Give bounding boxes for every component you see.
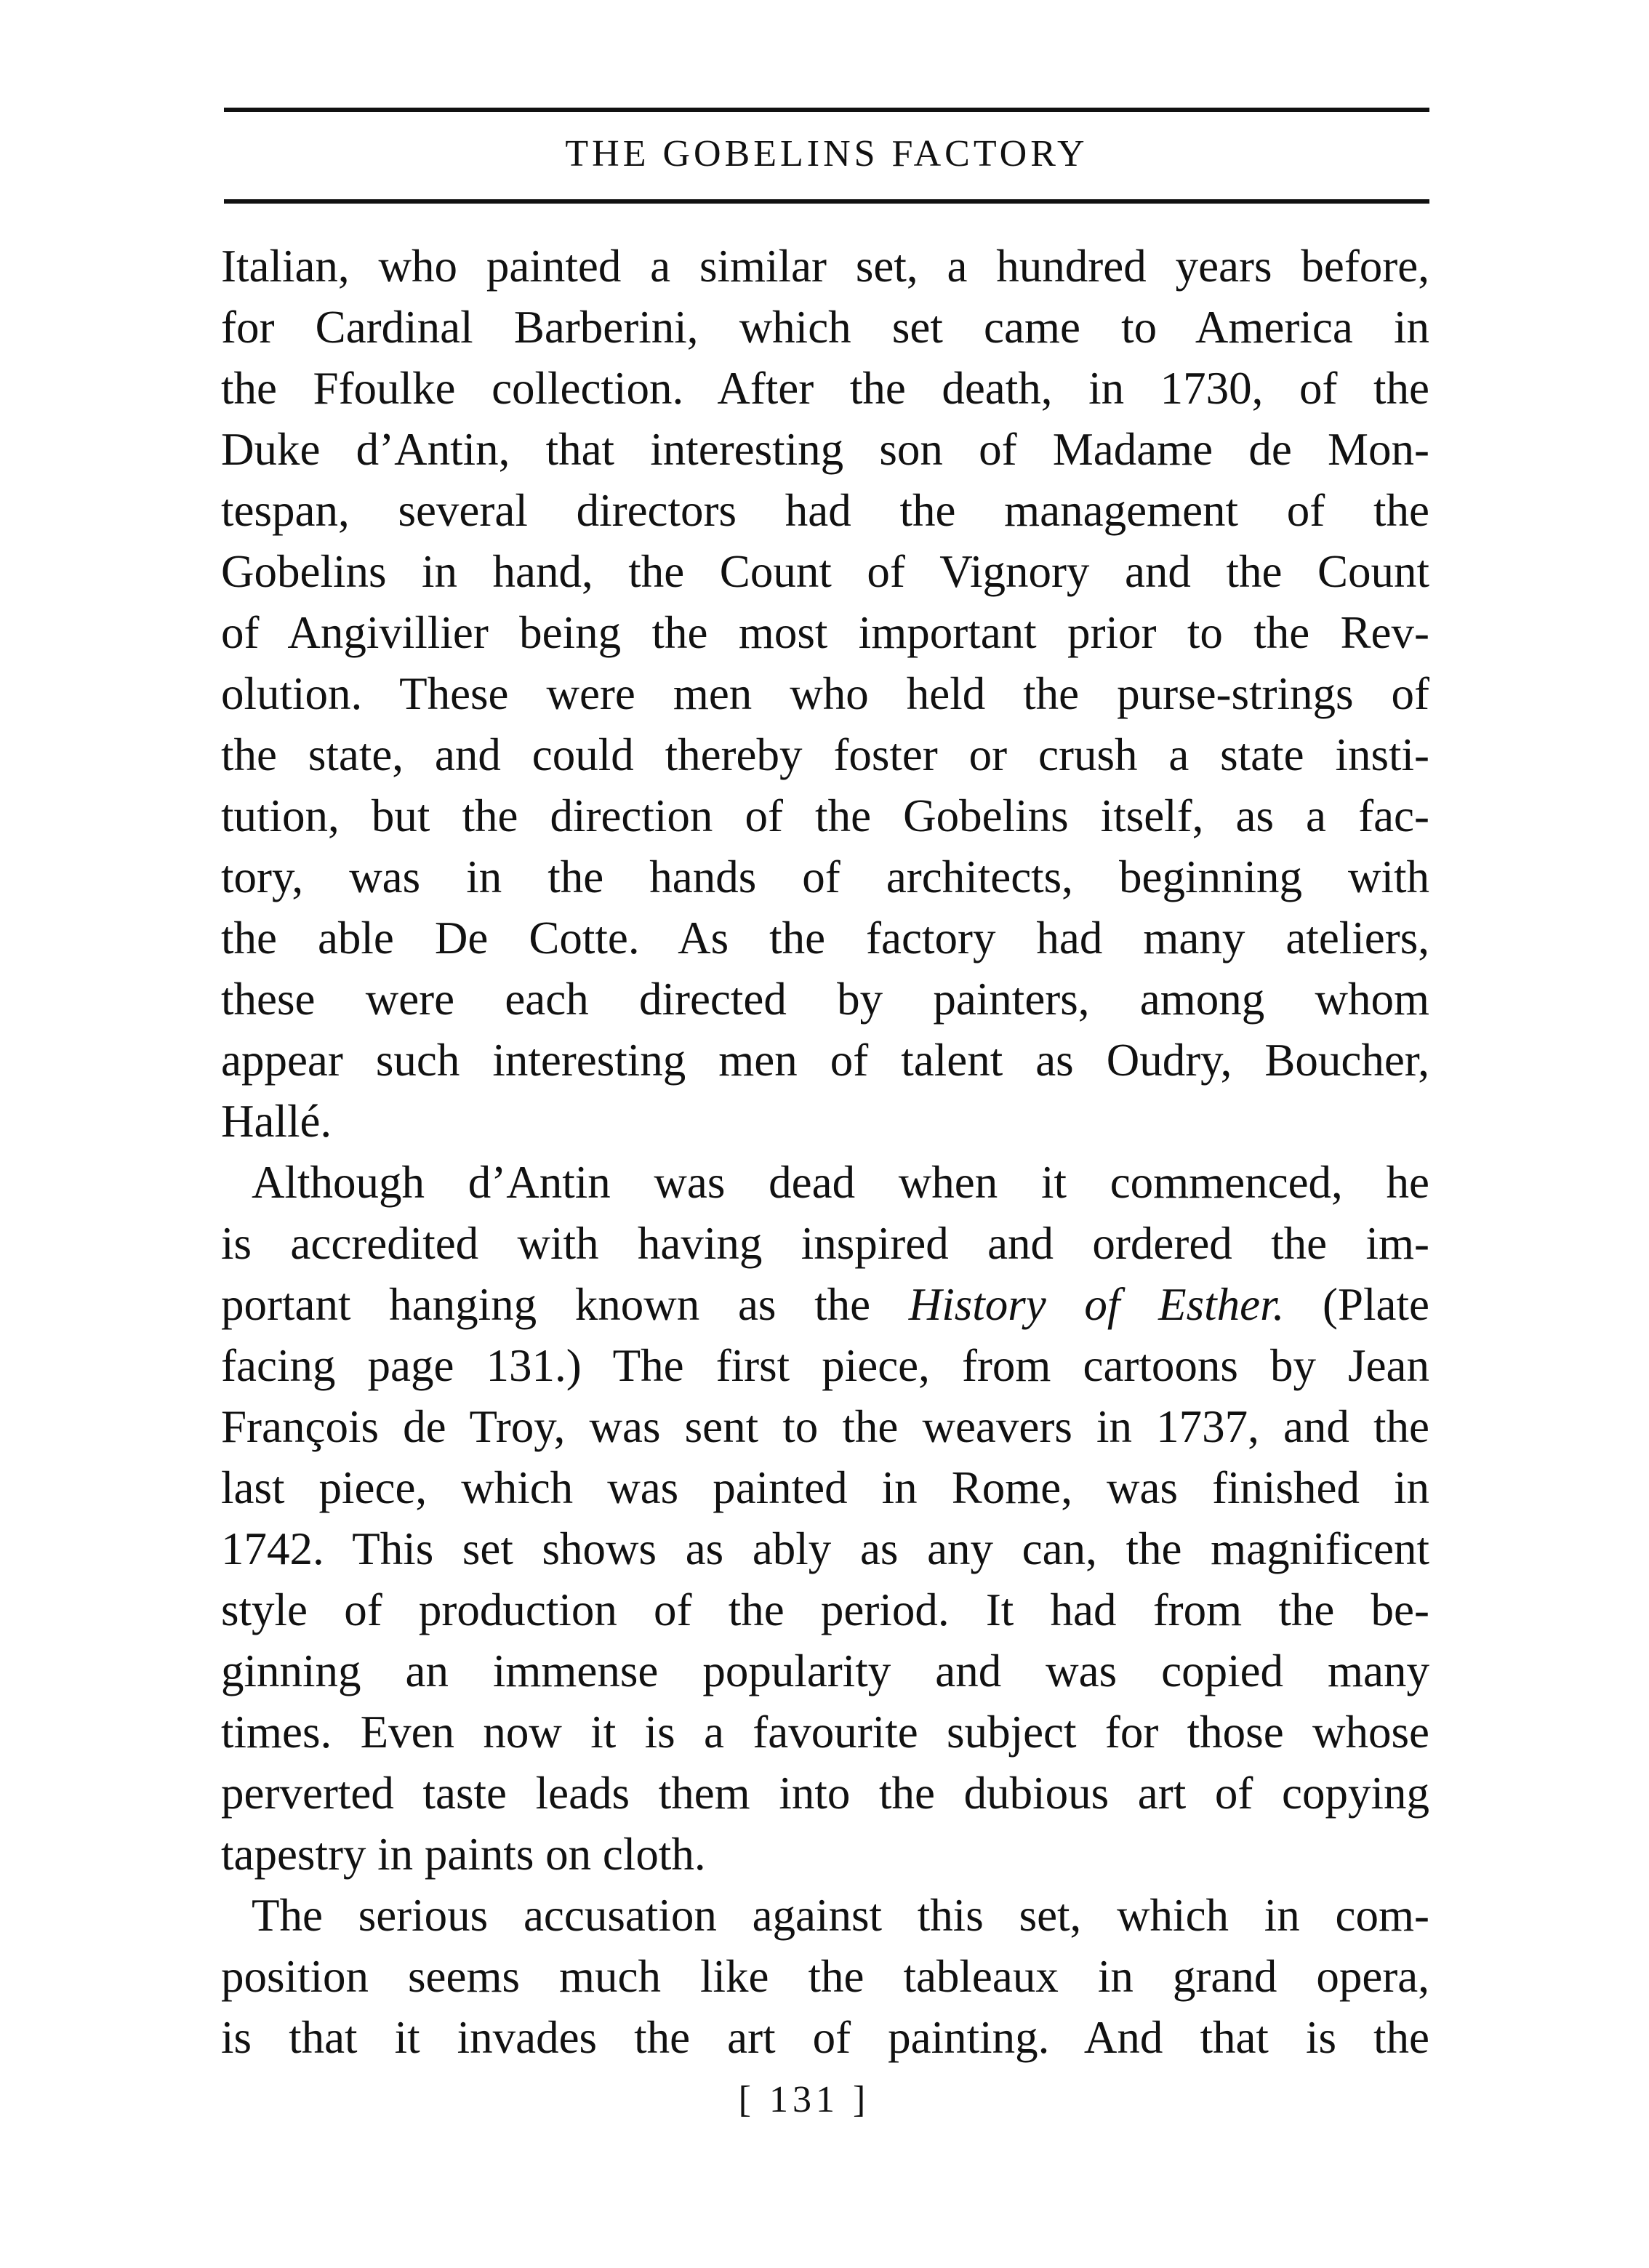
text-segment: Duke d’Antin, that interesting son of Madame de Mon-	[221, 424, 1429, 475]
text-segment: perverted taste leads them into the dubious art of copying	[221, 1768, 1429, 1819]
text-segment: François de Troy, was sent to the weavers in 1737, and the	[221, 1401, 1429, 1452]
text-line	[221, 1763, 1429, 1824]
text-line	[221, 1091, 1429, 1152]
text-segment: position seems much like the tableaux in grand opera,	[221, 1951, 1429, 2002]
text-segment: style of production of the period. It had from the be-	[221, 1584, 1429, 1635]
paragraph	[221, 236, 1429, 1152]
text-line	[221, 1030, 1429, 1091]
text-segment: for Cardinal Barberini, which set came to America in	[221, 302, 1429, 353]
text-segment: is accredited with having inspired and ordered the im-	[221, 1218, 1429, 1269]
text-line	[221, 1152, 1429, 1213]
text-segment: The serious accusation against this set, which in com-	[252, 1890, 1429, 1941]
paragraph	[221, 1885, 1429, 2068]
text-segment: the state, and could thereby foster or crush a state insti-	[221, 729, 1429, 780]
text-segment: the Ffoulke collection. After the death, in 1730, of the	[221, 363, 1429, 414]
text-line	[221, 297, 1429, 358]
text-line	[221, 541, 1429, 602]
text-line	[221, 419, 1429, 480]
text-segment: (Plate	[1284, 1279, 1429, 1330]
text-segment: olution. These were men who held the purse-strings of	[221, 668, 1429, 719]
text-segment: the able De Cotte. As the factory had many ateliers,	[221, 913, 1429, 963]
text-line	[221, 236, 1429, 297]
text-segment: tapestry in paints on cloth.	[221, 1829, 706, 1880]
text-line	[221, 724, 1429, 785]
text-line	[221, 1335, 1429, 1396]
text-segment: Although d’Antin was dead when it commenced, he	[252, 1157, 1429, 1208]
text-segment: last piece, which was painted in Rome, was finished in	[221, 1462, 1429, 1513]
text-line	[221, 1885, 1429, 1946]
text-segment: Italian, who painted a similar set, a hundred years before,	[221, 241, 1429, 292]
text-segment: tespan, several directors had the management of the	[221, 485, 1429, 536]
text-line	[221, 1457, 1429, 1518]
header-rule-top	[224, 108, 1429, 112]
text-line	[221, 2007, 1429, 2068]
text-segment: Hallé.	[221, 1096, 332, 1147]
text-line	[221, 480, 1429, 541]
text-line	[221, 969, 1429, 1030]
text-line	[221, 1274, 1429, 1335]
text-segment: times. Even now it is a favourite subject for those whose	[221, 1707, 1429, 1758]
page-number: [ 131 ]	[738, 2079, 870, 2120]
text-segment: tory, was in the hands of architects, beginning with	[221, 851, 1429, 902]
text-line	[221, 846, 1429, 907]
running-head: THE GOBELINS FACTORY	[565, 133, 1088, 175]
header-rule-bottom	[224, 199, 1429, 204]
text-line	[221, 785, 1429, 846]
text-line	[221, 1518, 1429, 1579]
text-line	[221, 1946, 1429, 2007]
text-line	[221, 1579, 1429, 1640]
text-line	[221, 1213, 1429, 1274]
text-line	[221, 358, 1429, 419]
text-segment: these were each directed by painters, among whom	[221, 974, 1429, 1025]
text-segment: portant hanging known as the	[221, 1279, 909, 1330]
text-segment: facing page 131.) The first piece, from cartoons by Jean	[221, 1340, 1429, 1391]
text-line	[221, 663, 1429, 724]
text-segment: appear such interesting men of talent as Oudry, Boucher,	[221, 1035, 1429, 1086]
body-text	[221, 236, 1429, 2068]
text-segment: tution, but the direction of the Gobelins itself, as a fac-	[221, 790, 1429, 841]
text-line	[221, 1702, 1429, 1763]
text-segment: Gobelins in hand, the Count of Vignory and the Count	[221, 546, 1429, 597]
paragraph	[221, 1152, 1429, 1885]
text-line	[221, 1640, 1429, 1702]
text-line	[221, 1396, 1429, 1457]
text-line	[221, 602, 1429, 663]
text-line	[221, 907, 1429, 969]
text-segment: 1742. This set shows as ably as any can, the magnificent	[221, 1523, 1429, 1574]
text-segment: is that it invades the art of painting. And that is the	[221, 2012, 1429, 2063]
text-segment: of Angivillier being the most important prior to the Rev-	[221, 607, 1429, 658]
italic-title: History of Esther.	[908, 1279, 1285, 1330]
text-line	[221, 1824, 1429, 1885]
text-segment: ginning an immense popularity and was copied many	[221, 1646, 1429, 1696]
